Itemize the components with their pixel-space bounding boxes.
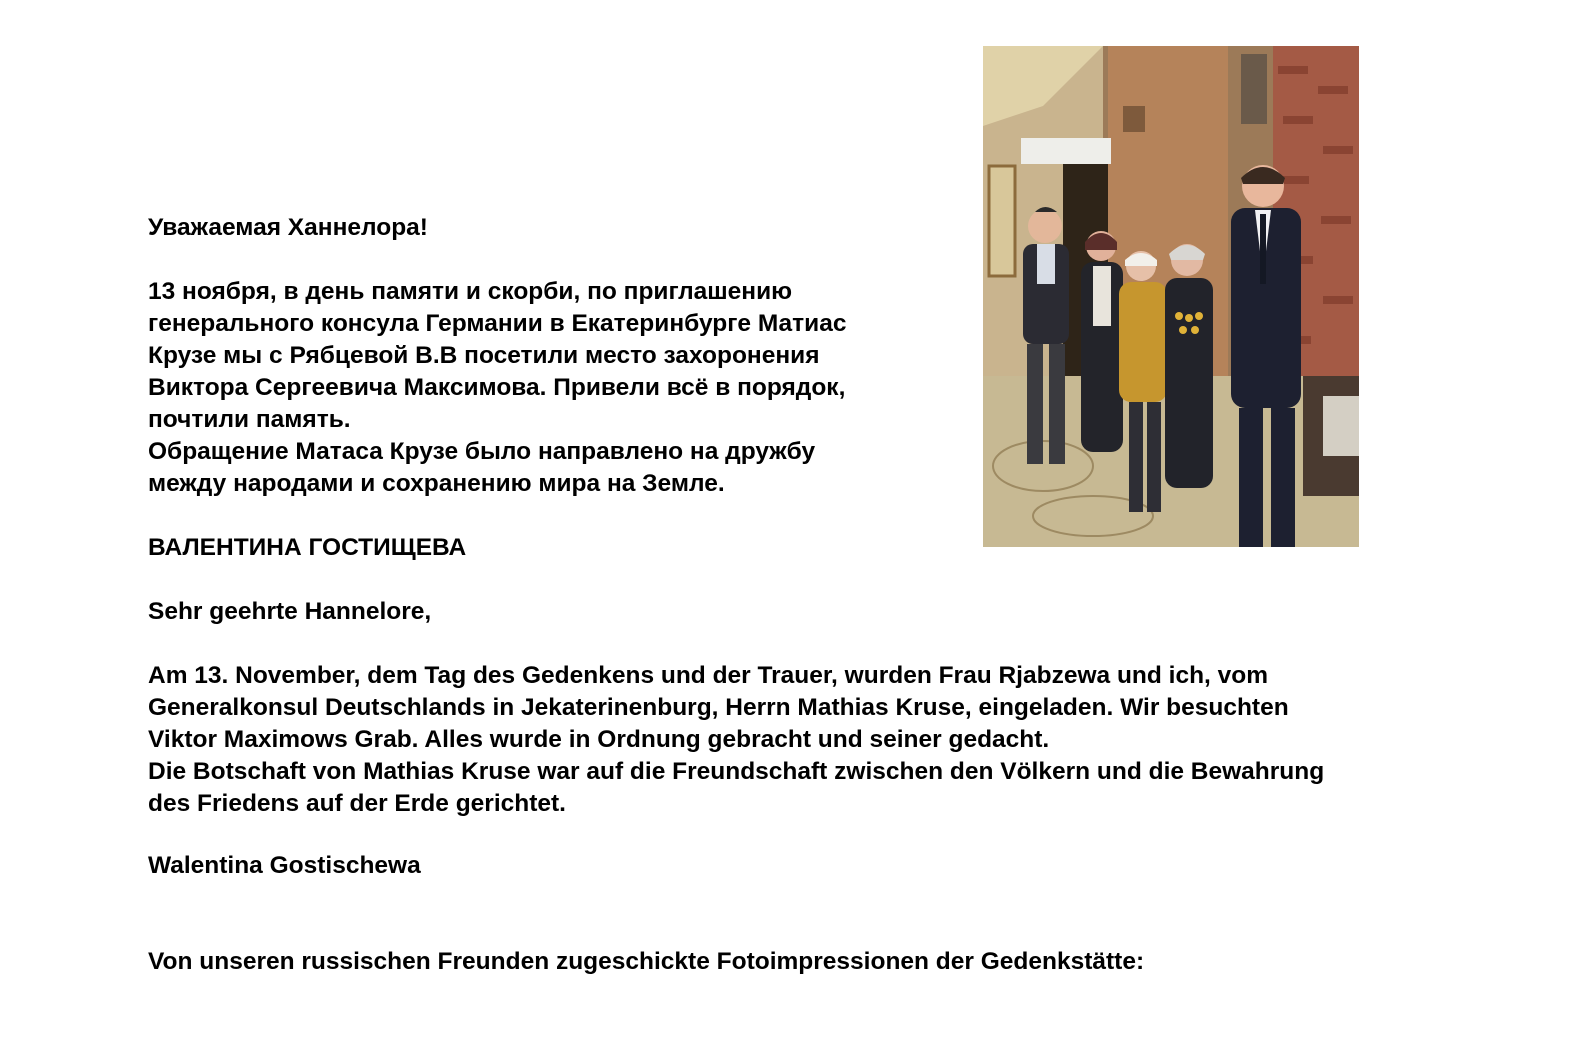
german-signature: Walentina Gostischewa: [148, 852, 421, 879]
german-greeting: Sehr geehrte Hannelore,: [148, 598, 432, 625]
german-letter-body: Am 13. November, dem Tag des Gedenkens und der Trauer, wurden Frau Rjabzewa und ich, vom Generalkonsul Deutschlands in Jekaterinenburg, Herrn Mathias Kruse, eingeladen. Wir besuchten Viktor Maximows Grab. Alles wurde in Ordnung gebracht und seiner gedacht. Die Botschaft von Mathias Kruse war auf die Freundschaft zwischen den Völkern und die Bewahrung des Friedens auf der Erde gerichtet.: [148, 662, 1325, 817]
russian-signature: ВАЛЕНТИНА ГОСТИЩЕВА: [148, 534, 467, 561]
group-photo: [983, 46, 1359, 547]
photo-gallery-caption: Von unseren russischen Freunden zugeschickte Fotoimpressionen der Gedenkstätte:: [148, 948, 1145, 975]
russian-letter-body: 13 ноября, в день памяти и скорби, по приглашению генерального консула Германии в Екатеринбурге Матиас Крузе мы с Рябцевой В.В посетили место захоронения Виктора Сергеевича Максимова. Привели всё в порядок, почтили память. Обращение Матаса Крузе было направлено на дружбу между народами и сохранению мира на Земле.: [148, 278, 847, 497]
russian-greeting: Уважаемая Ханнелора!: [148, 214, 428, 241]
